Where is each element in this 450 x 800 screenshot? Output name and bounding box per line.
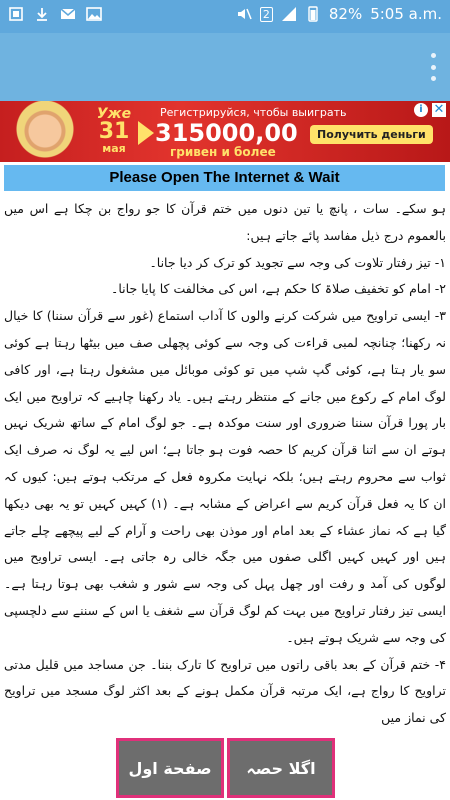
image-icon: [86, 6, 102, 22]
clock: 5:05 a.m.: [370, 5, 442, 23]
notification-icon: [8, 6, 24, 22]
status-left-icons: [8, 6, 102, 22]
article-paragraph: ۱- تیز رفتار تلاوت کی وجہ سے تجوید کو ترک کر دیا جانا۔: [149, 254, 446, 270]
sim-icon: 2: [260, 7, 273, 22]
ad-amount: 315000,00: [155, 119, 298, 147]
ad-banner[interactable]: [0, 101, 450, 162]
ad-person-image: [0, 101, 90, 162]
info-icon[interactable]: i: [414, 103, 428, 117]
article-paragraph: ۴- ختم قرآن کے بعد باقی راتوں میں تراویح کا تارک بننا۔ جن مساجد میں قلیل مدتی تراویح کا رواج ہے، ایک مرتبہ قرآن مکمل ہونے کے بعد اکثر لوگ مسجد میں تراویح کی نماز میں: [4, 656, 446, 726]
bottom-nav: [0, 738, 450, 800]
ad-subline: гривен и более: [170, 145, 276, 159]
download-icon: [34, 6, 50, 22]
overflow-menu-icon[interactable]: [430, 53, 436, 81]
ad-cta-button[interactable]: Получить деньги: [310, 125, 433, 144]
mail-icon: [60, 6, 76, 22]
article-paragraph: ۲- امام کو تخفیف صلاۃ کا حکم ہے، اس کی مخالفت کا پایا جانا۔: [111, 281, 446, 297]
close-icon[interactable]: ✕: [433, 102, 445, 117]
first-page-button[interactable]: صفحة اول: [116, 738, 224, 798]
status-right-icons: [236, 5, 442, 23]
article-paragraph: ۳- ایسی تراویح میں شرکت کرنے والوں کا آداب استماع (غور سے قرآن سننا) کا خیال نہ رکھنا؛ چنانچہ لمبی قراءت کی وجہ سے کوئی پچھلی صف میں بیٹھا رہتا ہے کوئی سو یار ہتا ہے، کوئی گپ شپ میں تو کوئی موبائل میں مشغول رہتا ہے، اور کافی لوگ امام کے رکوع میں جانے کے منتظر رہتے ہیں۔ یاد رکھنا چاہیے کہ تراویح میں ایک بار پورا قرآن سننا ضروری اور سنت موکدہ ہے۔ جو لوگ امام کے ساتھ شریک نہیں ہوتے ان سے اتنا قرآن کریم کا حصہ فوت ہو جاتا ہے؛ اس لیے یہ لوگ نہ صرف ایک ثواب سے محروم رہتے ہیں؛ بلکہ نہایت مکروہ فعل کے مرتکب ہوتے ہیں: کیوں کہ ان کا یہ فعل قرآن کریم سے اعراض کے مشابہ ہے۔ (۱) کہیں کہیں تو یہ بھی دیکھا گیا ہے کہ نماز عشاء کے بعد امام اور موذن بھی راحت و آرام کے لیے پیچھے چلے جاتے ہیں اور کہیں کہیں اگلی صفوں میں جگہ خالی رہ جاتی ہے۔ ایسی تراویح میں لوگوں کی آمد و رفت اور چهل پہل کی وجہ سے شور و شغب بھی ہوتا رہتا ہے۔ ایسی تیز رفتار تراویح میں بہت کم لوگ قرآن سے شغف یا اس کے سننے سے دلچسپی کی وجہ سے شریک ہوتے ہیں۔: [4, 308, 446, 645]
ad-day-top: Уже: [96, 106, 132, 122]
battery-icon: [305, 6, 321, 22]
ad-arrow-icon: [138, 121, 154, 145]
next-part-button[interactable]: اگلا حصہ: [227, 738, 335, 798]
article-paragraph: ہو سکے۔ سات ، پانچ یا تین دنوں میں ختم قرآن کا جو رواج بن چکا ہے اس میں بالعموم درج ذیل مفاسد پائے جاتے ہیں:: [4, 201, 446, 243]
internet-notice-banner: Please Open The Internet & Wait: [4, 165, 445, 191]
ad-day-number: 31: [98, 119, 130, 144]
app-bar: [0, 33, 450, 101]
signal-icon: [281, 6, 297, 22]
ad-date: [92, 107, 136, 154]
ad-day-bottom: мая: [102, 142, 126, 155]
mute-icon: [236, 6, 252, 22]
status-bar: [0, 0, 450, 33]
battery-percent: 82%: [328, 5, 363, 23]
article-text: [4, 196, 446, 736]
ad-headline: Регистрируйся, чтобы выиграть: [160, 106, 347, 119]
